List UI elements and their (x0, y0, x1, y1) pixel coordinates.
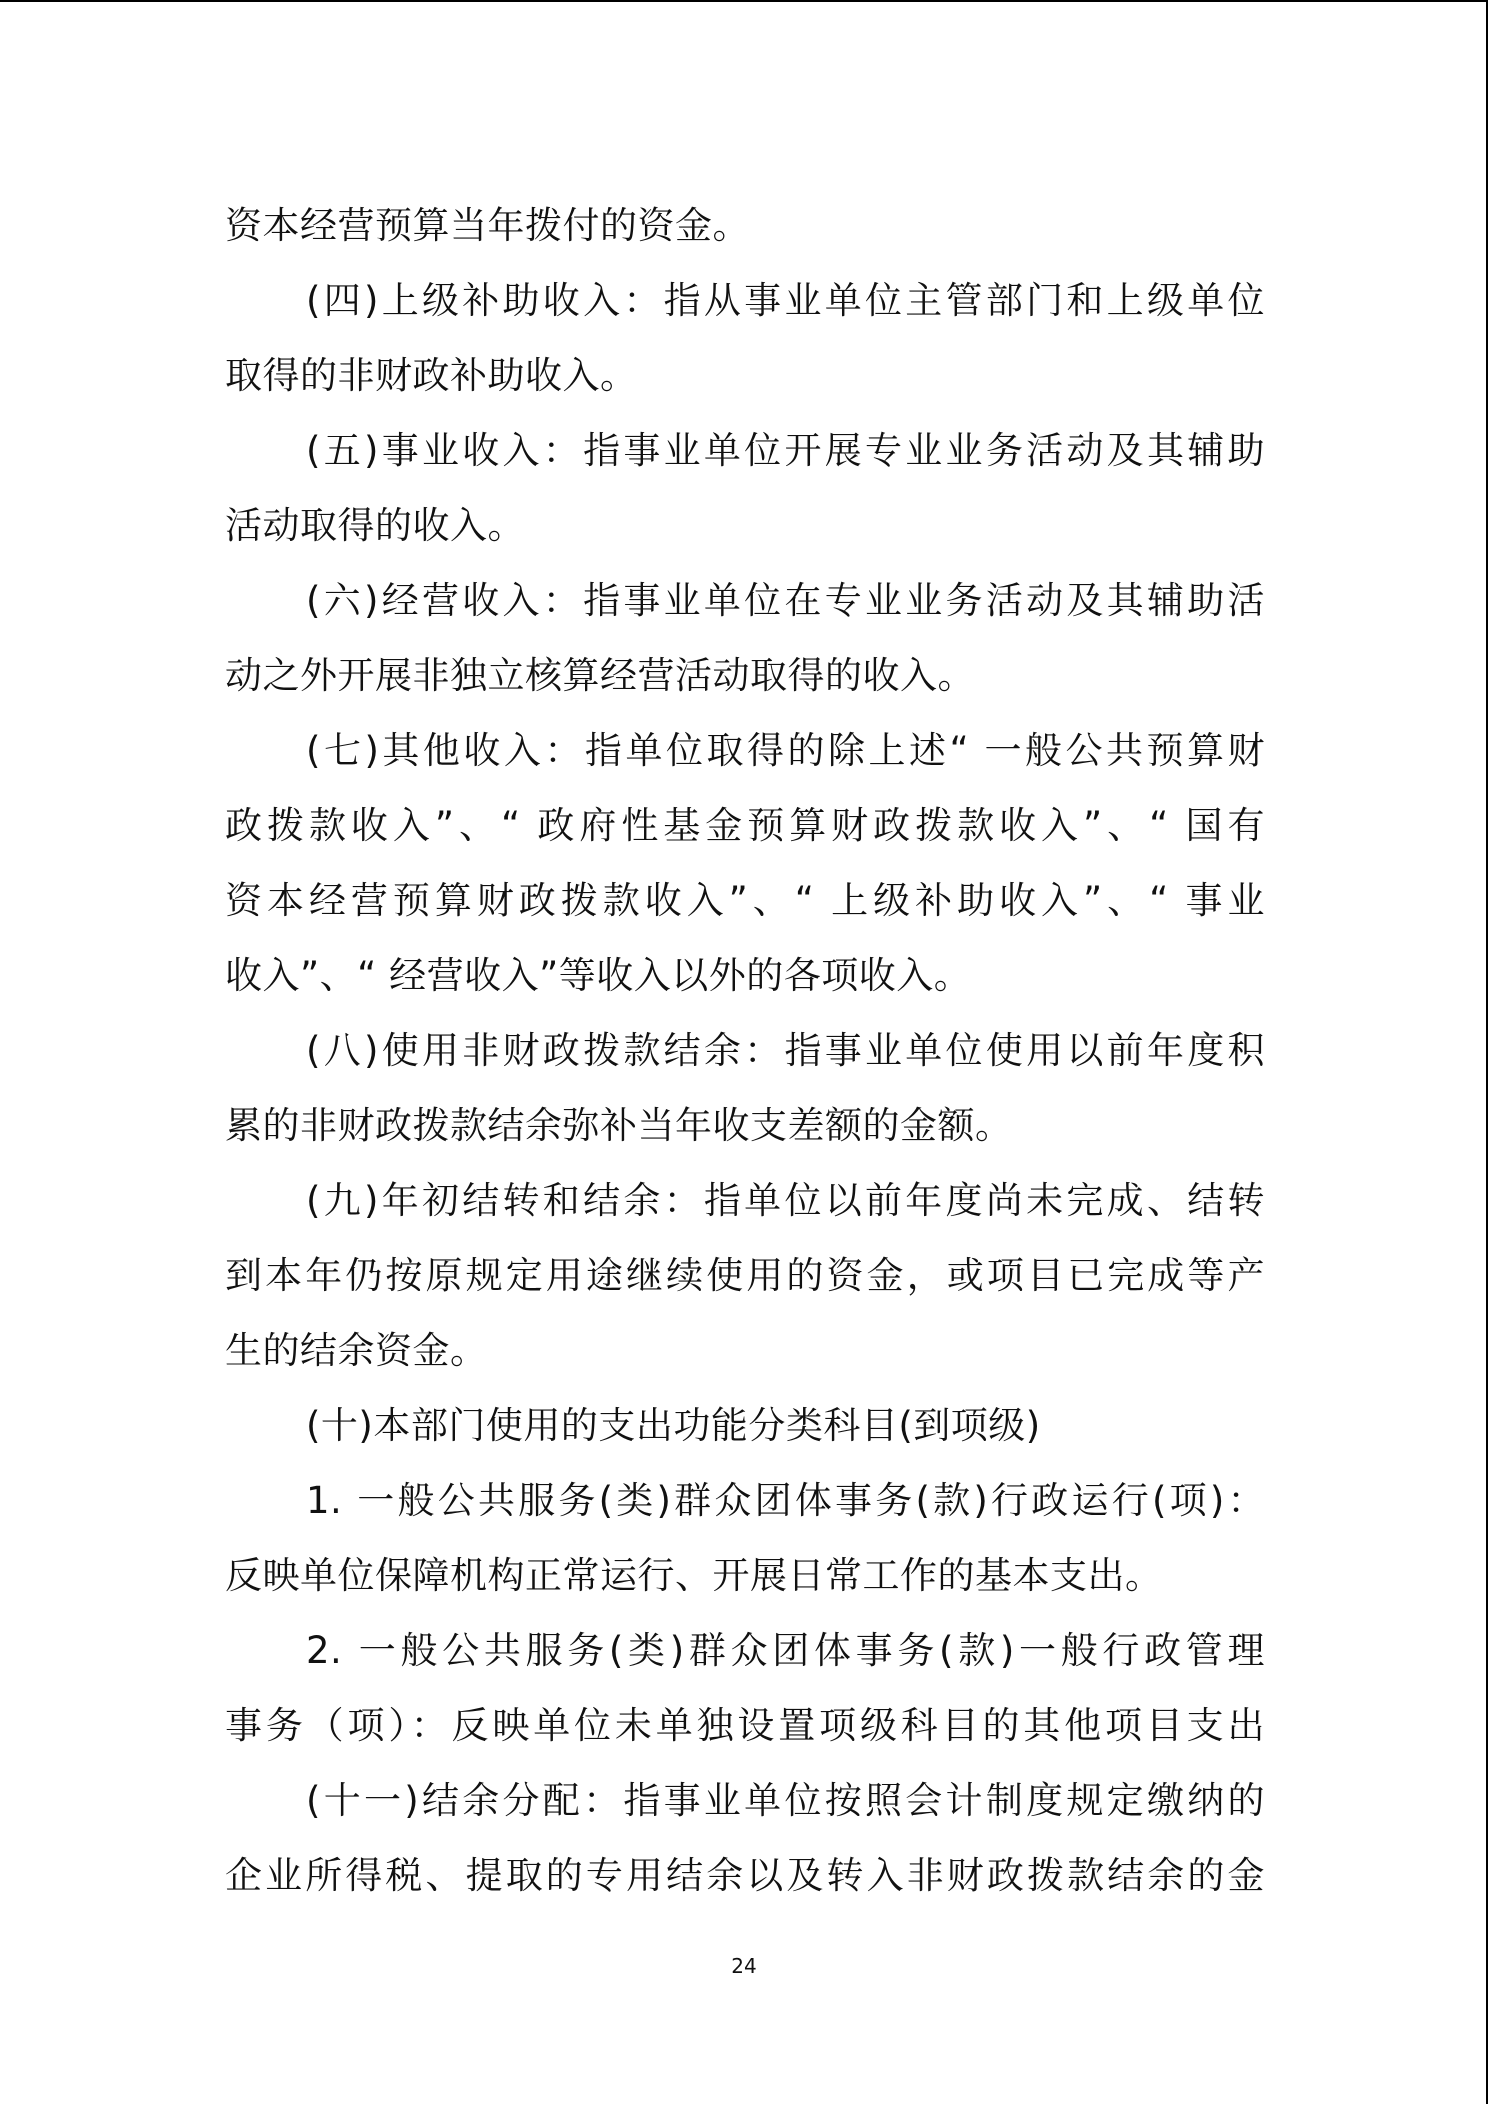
body-line: (十)本部门使用的支出功能分类科目(到项级) (306, 1404, 1041, 1447)
body-line: (七)其他收入：指单位取得的除上述“ 一般公共预算财 (306, 729, 1265, 772)
body-line: 收入”、“ 经营收入”等收入以外的各项收入。 (225, 954, 972, 997)
body-line: 累的非财政拨款结余弥补当年收支差额的金额。 (225, 1104, 1013, 1147)
body-line: (八)使用非财政拨款结余：指事业单位使用以前年度积 (306, 1029, 1265, 1072)
body-line: 事务（项）：反映单位未单独设置项级科目的其他项目支出 (225, 1704, 1265, 1747)
body-line: 1. 一般公共服务(类)群众团体事务(款)行政运行(项)： (306, 1479, 1265, 1522)
body-line: 反映单位保障机构正常运行、开展日常工作的基本支出。 (225, 1554, 1163, 1597)
body-line: (五)事业收入：指事业单位开展专业业务活动及其辅助 (306, 429, 1265, 472)
body-line: (六)经营收入：指事业单位在专业业务活动及其辅助活 (306, 579, 1265, 622)
body-line: 动之外开展非独立核算经营活动取得的收入。 (225, 654, 975, 697)
body-line: 到本年仍按原规定用途继续使用的资金，或项目已完成等产 (225, 1254, 1265, 1297)
body-line: (十一)结余分配：指事业单位按照会计制度规定缴纳的 (306, 1779, 1265, 1822)
body-line: 活动取得的收入。 (225, 504, 525, 547)
body-line: 政拨款收入”、“ 政府性基金预算财政拨款收入”、“ 国有 (225, 804, 1265, 847)
body-line: (九)年初结转和结余：指单位以前年度尚未完成、结转 (306, 1179, 1265, 1222)
body-line: 资本经营预算当年拨付的资金。 (225, 204, 750, 247)
body-line: 取得的非财政补助收入。 (225, 354, 638, 397)
page-number: 24 (731, 1954, 757, 1978)
body-line: 资本经营预算财政拨款收入”、“ 上级补助收入”、“ 事业 (225, 879, 1265, 922)
body-line: 2. 一般公共服务(类)群众团体事务(款)一般行政管理 (306, 1629, 1265, 1672)
body-line: (四)上级补助收入：指从事业单位主管部门和上级单位 (306, 279, 1265, 322)
body-line: 生的结余资金。 (225, 1329, 488, 1372)
body-line: 企业所得税、提取的专用结余以及转入非财政拨款结余的金 (225, 1854, 1265, 1897)
page-border-top (0, 0, 1488, 2)
